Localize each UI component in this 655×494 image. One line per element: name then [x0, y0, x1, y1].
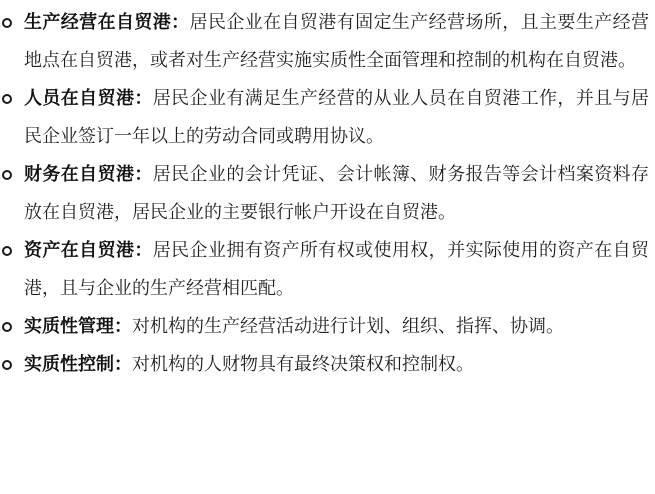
item-term: 实质性管理：: [24, 316, 132, 337]
hollow-circle-bullet-icon: [2, 246, 12, 256]
list-item-assets: [0, 232, 655, 308]
hollow-circle-bullet-icon: [2, 18, 12, 28]
list-item-substantive-management: [0, 308, 655, 346]
item-description: 对机构的生产经营活动进行计划、组织、指挥、协调。: [132, 316, 564, 337]
hollow-circle-bullet-icon: [2, 170, 12, 180]
list-item-substantive-control: [0, 346, 655, 384]
item-term: 人员在自贸港：: [24, 88, 153, 109]
list-item-finance: [0, 156, 655, 232]
item-term: 财务在自贸港：: [24, 164, 153, 185]
hollow-circle-bullet-icon: [2, 94, 12, 104]
item-description: 对机构的人财物具有最终决策权和控制权。: [132, 354, 474, 375]
hollow-circle-bullet-icon: [2, 322, 12, 332]
list-item-personnel: [0, 80, 655, 156]
item-description: 居民企业拥有资产所有权或使用权，并实际使用的资产在自贸港，且与企业的生产经营相匹配。: [24, 240, 650, 299]
item-description: 居民企业的会计凭证、会计帐簿、财务报告等会计档案资料存放在自贸港，居民企业的主要银行帐户开设在自贸港。: [24, 164, 650, 223]
item-description: 居民企业有满足生产经营的从业人员在自贸港工作，并且与居民企业签订一年以上的劳动合同或聘用协议。: [24, 88, 650, 147]
item-description: 居民企业在自贸港有固定生产经营场所，且主要生产经营地点在自贸港，或者对生产经营实施实质性全面管理和控制的机构在自贸港。: [24, 12, 649, 71]
list-item-production: [0, 4, 655, 80]
item-term: 实质性控制：: [24, 354, 132, 375]
criteria-list: [0, 4, 655, 384]
item-term: 资产在自贸港：: [24, 240, 153, 261]
hollow-circle-bullet-icon: [2, 360, 12, 370]
item-term: 生产经营在自贸港：: [24, 12, 190, 33]
